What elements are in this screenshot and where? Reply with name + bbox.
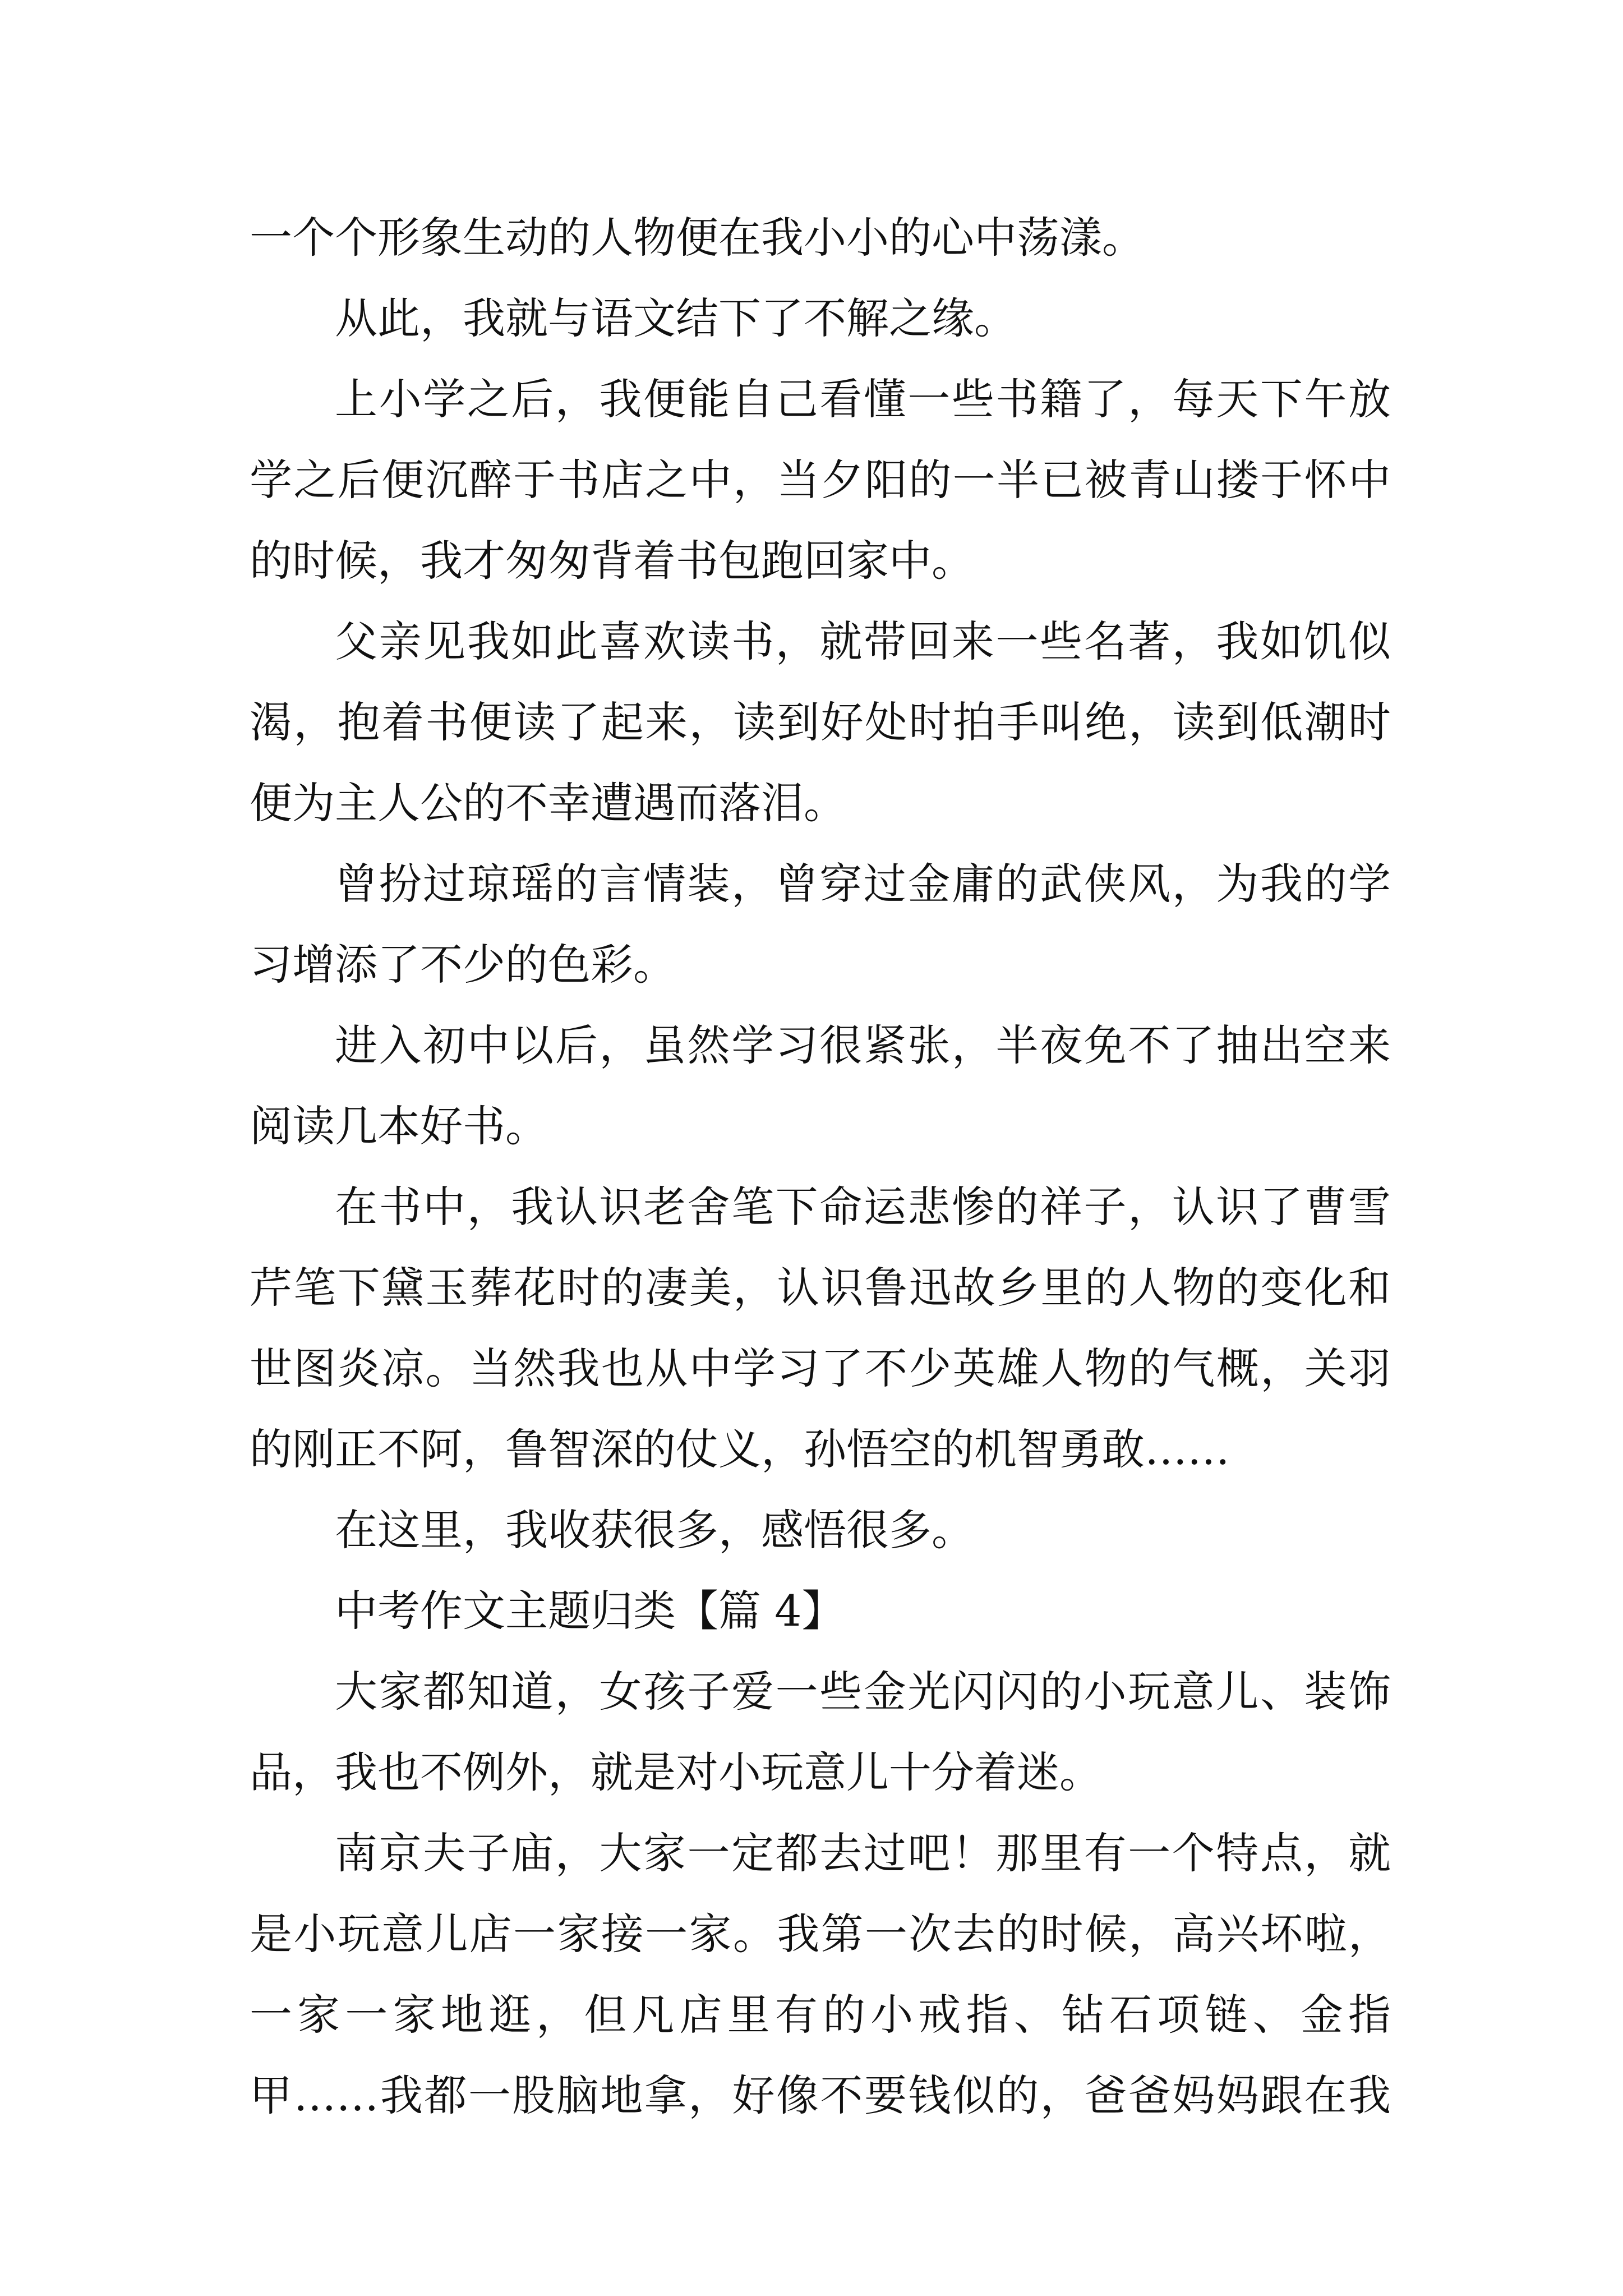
text-line: 便为主人公的不幸遭遇而落泪。 <box>250 778 846 828</box>
text-line: 在这里，我收获很多，感悟很多。 <box>335 1505 974 1555</box>
text-line: 一家一家地逛，但凡店里有的小戒指、钻石项链、金指 <box>250 1990 1391 2040</box>
text-line: 大家都知道，女孩子爱一些金光闪闪的小玩意儿、装饰 <box>335 1667 1391 1717</box>
text-line: 从此，我就与语文结下了不解之缘。 <box>335 293 1017 343</box>
text-line: 学之后便沉醉于书店之中，当夕阳的一半已被青山搂于怀中 <box>250 455 1391 505</box>
text-line: 甲……我都一股脑地拿，好像不要钱似的，爸爸妈妈跟在我 <box>250 2070 1391 2120</box>
text-line: 曾扮过琼瑶的言情装，曾穿过金庸的武侠风，为我的学 <box>335 859 1391 909</box>
text-line: 的时候，我才匆匆背着书包跑回家中。 <box>250 536 974 586</box>
text-line: 世图炎凉。当然我也从中学习了不少英雄人物的气概，关羽 <box>250 1343 1391 1393</box>
text-line: 父亲见我如此喜欢读书，就带回来一些名著，我如饥似 <box>335 616 1391 666</box>
text-line: 的刚正不阿，鲁智深的仗义，孙悟空的机智勇敢…… <box>250 1424 1230 1474</box>
text-line: 南京夫子庙，大家一定都去过吧！那里有一个特点，就 <box>335 1828 1391 1878</box>
text-line: 在书中，我认识老舍笔下命运悲惨的祥子，认识了曹雪 <box>335 1182 1391 1232</box>
text-line: 上小学之后，我便能自己看懂一些书籍了，每天下午放 <box>335 374 1391 424</box>
text-line: 品，我也不例外，就是对小玩意儿十分着迷。 <box>250 1747 1102 1797</box>
text-line: 进入初中以后，虽然学习很紧张，半夜免不了抽出空来 <box>335 1020 1391 1070</box>
text-line: 阅读几本好书。 <box>250 1101 548 1151</box>
section-heading: 中考作文主题归类【篇 4】 <box>335 1586 845 1636</box>
text-line: 是小玩意儿店一家接一家。我第一次去的时候，高兴坏啦， <box>250 1909 1391 1959</box>
text-line: 渴，抱着书便读了起来，读到好处时拍手叫绝，读到低潮时 <box>250 697 1391 747</box>
body-text <box>250 197 1391 2136</box>
text-line: 习增添了不少的色彩。 <box>250 940 676 990</box>
text-line: 一个个形象生动的人物便在我小小的心中荡漾。 <box>250 213 1145 263</box>
text-line: 芹笔下黛玉葬花时的凄美，认识鲁迅故乡里的人物的变化和 <box>250 1263 1391 1313</box>
